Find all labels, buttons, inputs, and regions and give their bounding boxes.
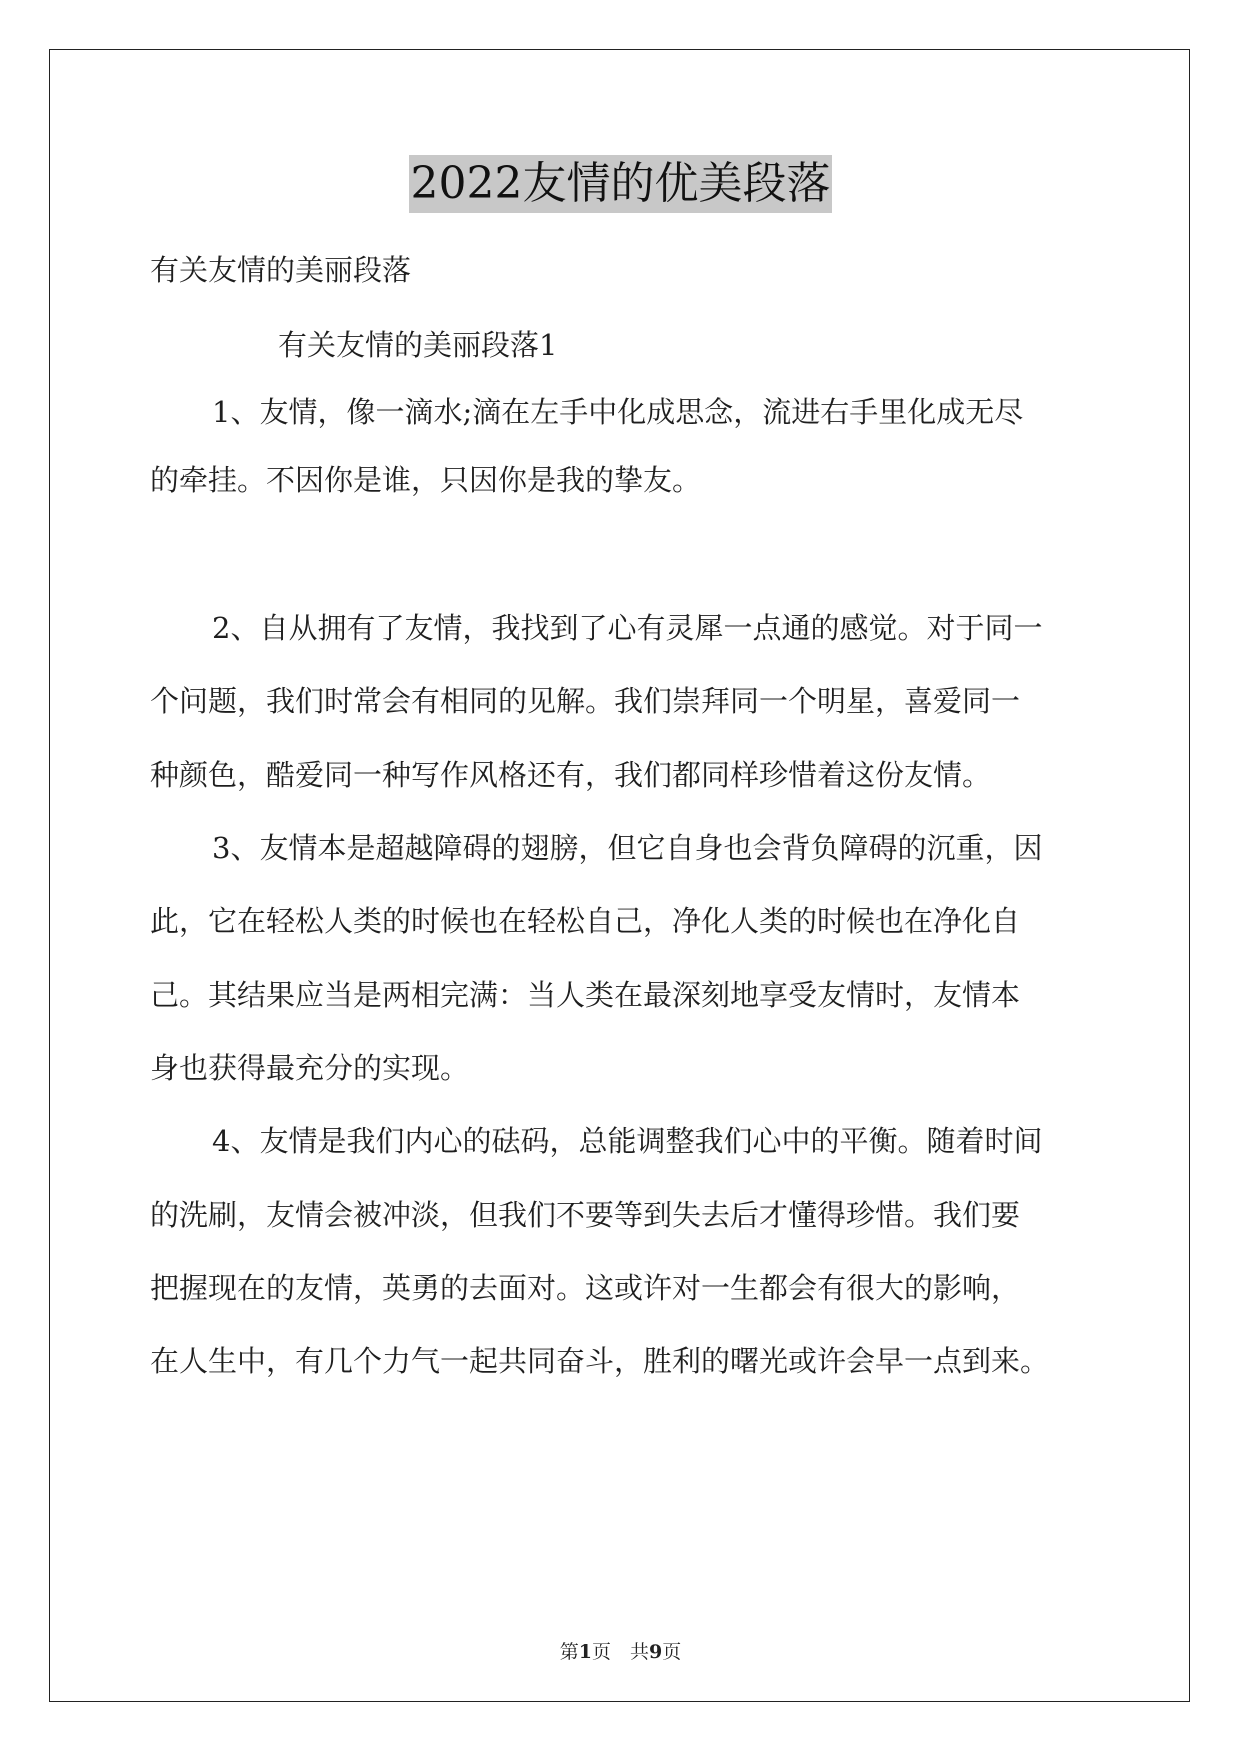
- document-subtitle: 有关友情的美丽段落: [150, 253, 412, 287]
- title-container: [0, 155, 1241, 213]
- paragraph-line: 身也获得最充分的实现。: [150, 1051, 470, 1085]
- paragraph-line: 2、自从拥有了友情，我找到了心有灵犀一点通的感觉。对于同一: [212, 611, 1043, 645]
- paragraph-line: 在人生中，有几个力气一起共同奋斗，胜利的曙光或许会早一点到来。: [150, 1344, 1050, 1378]
- paragraph-line: 3、友情本是超越障碍的翅膀，但它自身也会背负障碍的沉重，因: [212, 831, 1043, 865]
- document-title: 2022友情的优美段落: [409, 155, 833, 213]
- page-footer: [0, 1640, 1241, 1664]
- paragraph-line: 的洗刷，友情会被冲淡，但我们不要等到失去后才懂得珍惜。我们要: [150, 1198, 1021, 1232]
- paragraph-line: 个问题，我们时常会有相同的见解。我们崇拜同一个明星，喜爱同一: [150, 684, 1021, 718]
- paragraph-line: 种颜色，酷爱同一种写作风格还有，我们都同样珍惜着这份友情。: [150, 758, 992, 792]
- page-suffix: 页: [662, 1641, 682, 1663]
- paragraph-line: 此，它在轻松人类的时候也在轻松自己，净化人类的时候也在净化自: [150, 904, 1021, 938]
- page-current: 1: [578, 1641, 592, 1663]
- paragraph-line: 4、友情是我们内心的砝码，总能调整我们心中的平衡。随着时间: [212, 1124, 1043, 1158]
- page-prefix: 第: [559, 1641, 579, 1663]
- section-heading: 有关友情的美丽段落1: [278, 328, 558, 362]
- paragraph-line: 的牵挂。不因你是谁，只因你是我的挚友。: [150, 463, 702, 497]
- page-border: [49, 49, 1190, 1702]
- page-mid: 页 共: [591, 1641, 649, 1663]
- paragraph-line: 1、友情，像一滴水;滴在左手中化成思念，流进右手里化成无尽: [212, 395, 1024, 429]
- page-total: 9: [649, 1641, 663, 1663]
- paragraph-line: 己。其结果应当是两相完满：当人类在最深刻地享受友情时，友情本: [150, 978, 1021, 1012]
- paragraph-line: 把握现在的友情，英勇的去面对。这或许对一生都会有很大的影响，: [150, 1271, 1021, 1305]
